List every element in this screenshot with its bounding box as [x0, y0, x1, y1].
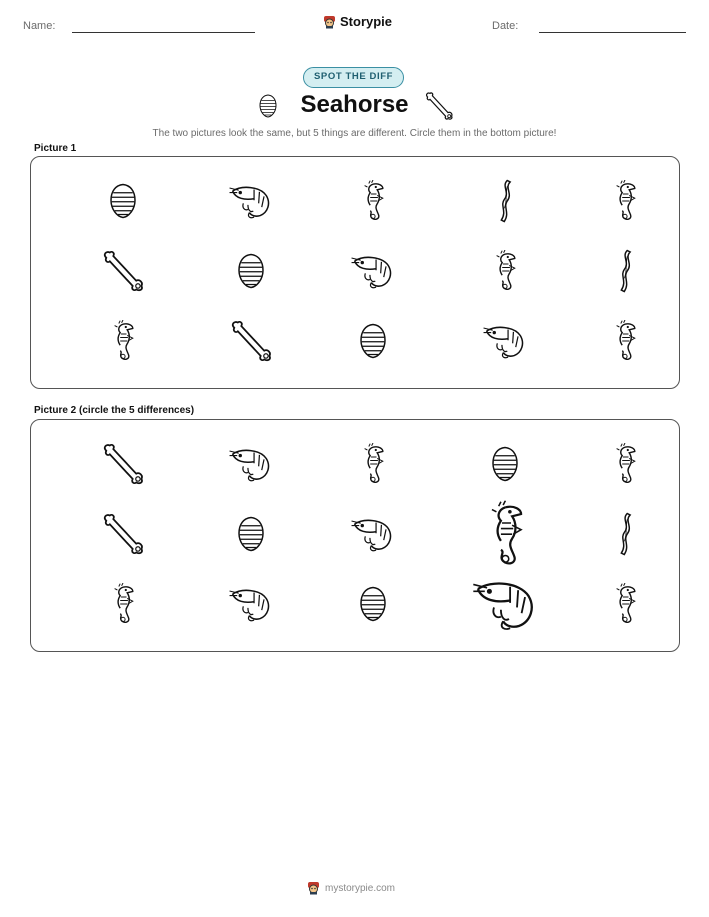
seaweed-icon[interactable] — [614, 511, 636, 557]
name-field[interactable] — [72, 32, 255, 33]
brand-logo — [323, 14, 392, 29]
picture-1-label: Picture 1 — [34, 143, 77, 154]
shrimp-icon[interactable] — [228, 584, 274, 624]
bone-icon — [424, 91, 454, 121]
seahorse-icon[interactable] — [359, 442, 387, 486]
bone-icon[interactable] — [101, 249, 145, 293]
shrimp-icon[interactable] — [350, 514, 396, 554]
shrimp-icon[interactable] — [228, 444, 274, 484]
seahorse-icon[interactable] — [611, 442, 639, 486]
shell-icon[interactable] — [108, 181, 138, 221]
seahorse-icon[interactable] — [611, 319, 639, 363]
shell-icon — [258, 92, 278, 120]
shell-icon[interactable] — [490, 444, 520, 484]
shrimp-icon[interactable] — [350, 251, 396, 291]
seahorse-icon[interactable] — [491, 249, 519, 293]
spot-the-diff-badge: SPOT THE DIFF — [303, 67, 404, 88]
seahorse-icon[interactable] — [611, 582, 639, 626]
seaweed-icon[interactable] — [494, 178, 516, 224]
bone-icon[interactable] — [101, 442, 145, 486]
seaweed-icon[interactable] — [614, 248, 636, 294]
bone-icon[interactable] — [101, 512, 145, 556]
seahorse-icon[interactable] — [109, 582, 137, 626]
name-label: Name: — [23, 20, 56, 32]
shrimp-icon[interactable] — [228, 181, 274, 221]
shell-icon[interactable] — [358, 321, 388, 361]
storypie-logo-icon — [307, 881, 320, 895]
seahorse-icon[interactable] — [483, 499, 528, 569]
picture-2-label: Picture 2 (circle the 5 differences) — [34, 405, 195, 416]
picture-2-panel[interactable] — [30, 419, 680, 652]
date-field[interactable] — [539, 32, 686, 33]
shell-icon[interactable] — [358, 584, 388, 624]
seahorse-icon[interactable] — [359, 179, 387, 223]
footer — [307, 881, 395, 895]
shell-icon[interactable] — [236, 514, 266, 554]
bone-icon[interactable] — [229, 319, 273, 363]
footer-url[interactable]: mystorypie.com — [325, 882, 396, 894]
brand-name: Storypie — [340, 14, 393, 29]
storypie-logo-icon — [323, 15, 336, 29]
page-title: Seahorse — [300, 91, 409, 118]
shell-icon[interactable] — [236, 251, 266, 291]
seahorse-icon[interactable] — [109, 319, 137, 363]
seahorse-icon[interactable] — [611, 179, 639, 223]
date-label: Date: — [492, 20, 519, 32]
picture-1-panel[interactable] — [30, 156, 680, 389]
shrimp-icon[interactable] — [482, 321, 528, 361]
instructions: The two pictures look the same, but 5 things are different. Circle them in the bottom picture! — [152, 128, 557, 139]
shrimp-icon[interactable] — [471, 574, 540, 634]
